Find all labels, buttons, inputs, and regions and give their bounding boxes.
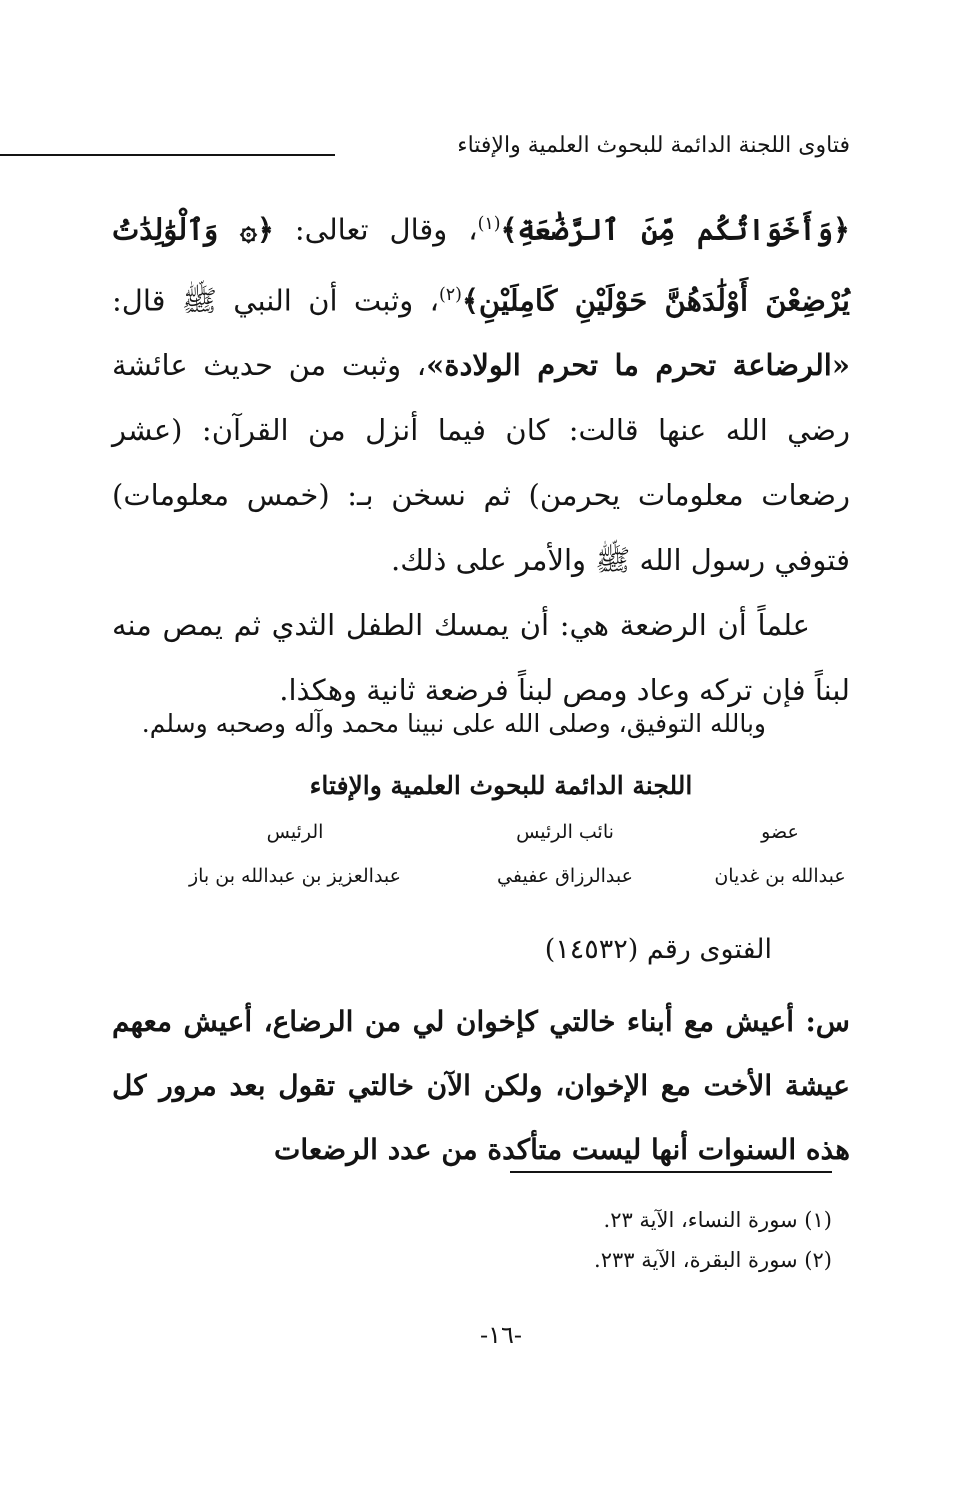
- footnote-2: (٢) سورة البقرة، الآية ٢٣٣.: [594, 1248, 832, 1272]
- answer-text-rest: ، وثبت من حديث عائشة رضي الله عنها قالت: كان فيما أنزل من القرآن: (عشر رضعات معلومات يحرمن) ثم نسخن بـ: (خمس معلومات) فتوفي رسول الله ﷺ والأمر على ذلك.: [112, 348, 850, 578]
- closing-line: وبالله التوفيق، وصلى الله على نبينا محمد وآله وصحبه وسلم.: [141, 709, 766, 738]
- committee-signatures: [115, 818, 850, 898]
- committee-title: اللجنة الدائمة للبحوث العلمية والإفتاء: [309, 771, 693, 800]
- member-name: عبدالرزاق عفيفي: [497, 865, 633, 887]
- question-text: [112, 990, 850, 1182]
- signature-vice-chairman: [485, 818, 645, 890]
- role-label: الرئيس: [266, 821, 324, 843]
- quran-quote-1: ﴿وَأَخَوَاتُكُم مِّنَ ٱلرَّضَٰعَةِ﴾: [500, 212, 850, 247]
- question-paragraph: س: أعيش مع أبناء خالتي كإخوان لي من الرضاع، أعيش معهم عيشة الأخت مع الإخوان، ولكن الآن خالتي تقول بعد مرور كل هذه السنوات أنها ليست متأكدة من عدد الرضعات: [112, 1005, 850, 1166]
- footnote-ref-2: (٢): [438, 284, 462, 305]
- quran-quote-2: ﴿۞ وَٱلْوَٰلِدَٰتُ يُرْضِعْنَ أَوْلَٰدَهُنَّ حَوْلَيْنِ كَامِلَيْنِ﴾: [112, 212, 850, 318]
- footnotes: [594, 1200, 832, 1280]
- answer-paragraph-1: [112, 192, 850, 593]
- fatwa-answer-text: [112, 192, 850, 723]
- header-rule: [0, 154, 335, 156]
- signature-member: [710, 818, 850, 890]
- text-connector-1: ، وقال تعالى:: [273, 212, 478, 247]
- answer-paragraph-2: علماً أن الرضعة هي: أن يمسك الطفل الثدي ثم يمص منه لبناً فإن تركه وعاد ومص لبناً فرضعة ثانية وهكذا.: [112, 608, 850, 708]
- signature-chairman: [175, 818, 415, 890]
- footnote-1: (١) سورة النساء، الآية ٢٣.: [603, 1208, 832, 1232]
- text-connector-2: ، وثبت أن النبي ﷺ قال:: [112, 283, 439, 318]
- member-name: عبدالله بن غديان: [714, 865, 846, 887]
- footnote-ref-1: (١): [477, 214, 501, 234]
- page-header: [100, 132, 850, 172]
- header-title: فتاوى اللجنة الدائمة للبحوث العلمية والإفتاء: [457, 133, 850, 158]
- footnote-rule: [510, 1171, 832, 1173]
- hadith-quote: «الرضاعة تحرم ما تحرم الولادة»: [426, 348, 850, 383]
- member-name: عبدالعزيز بن عبدالله بن باز: [188, 865, 402, 887]
- fatwa-number: الفتوى رقم (١٤٥٣٢): [544, 934, 772, 965]
- role-label: عضو: [761, 821, 799, 843]
- page-number: -١٦-: [480, 1321, 522, 1349]
- role-label: نائب الرئيس: [516, 821, 614, 843]
